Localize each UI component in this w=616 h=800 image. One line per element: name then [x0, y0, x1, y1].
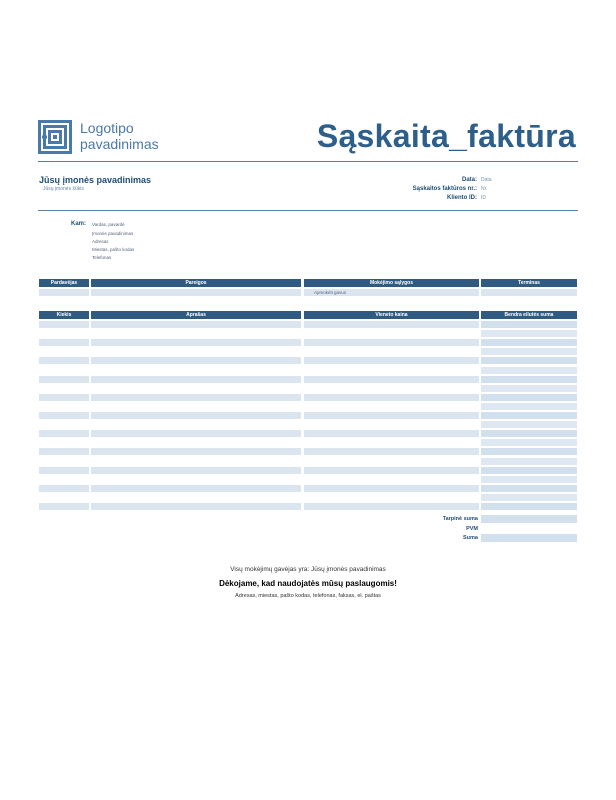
item-cell-quantity[interactable] — [39, 330, 89, 337]
logo-name — [80, 120, 159, 152]
items-header-unit-price: Vieneto kaina — [304, 311, 479, 319]
info-header-payment-terms: Mokėjimo sąlygos — [304, 279, 479, 287]
item-cell-description[interactable] — [91, 485, 301, 492]
items-header-quantity: Kiekis — [39, 311, 89, 319]
info-header-position: Pareigos — [91, 279, 301, 287]
total-value[interactable] — [481, 534, 577, 542]
item-cell-line-total[interactable] — [481, 385, 577, 392]
item-cell-description[interactable] — [91, 339, 301, 346]
item-cell-unit-price[interactable] — [304, 357, 479, 364]
thank-you-message: Dėkojame, kad naudojatės mūsų paslaugomis! — [219, 579, 397, 588]
meta-client-id-value[interactable]: ID — [481, 195, 486, 201]
item-cell-description[interactable] — [91, 330, 301, 337]
item-cell-unit-price[interactable] — [304, 412, 479, 419]
item-cell-description[interactable] — [91, 476, 301, 483]
logo-line-2: pavadinimas — [80, 136, 159, 152]
item-cell-unit-price[interactable] — [304, 403, 479, 410]
recipient-name[interactable]: Vardas, pavardė — [92, 222, 125, 227]
item-cell-unit-price[interactable] — [304, 430, 479, 437]
item-cell-quantity[interactable] — [39, 339, 89, 346]
contact-line: Adresas, miestas, pašto kodas, telefonas, faksas, el. paštas — [235, 593, 381, 599]
item-cell-description[interactable] — [91, 403, 301, 410]
meta-client-id — [380, 195, 530, 204]
item-cell-description[interactable] — [91, 348, 301, 355]
item-cell-quantity[interactable] — [39, 394, 89, 401]
recipient-label: Kam: — [71, 221, 87, 227]
vat-value[interactable] — [481, 525, 577, 533]
item-cell-line-total[interactable] — [481, 458, 577, 465]
header-divider — [38, 161, 578, 162]
item-cell-description[interactable] — [91, 385, 301, 392]
meta-date — [380, 177, 530, 186]
meta-invoice-number-value[interactable]: Nr. — [481, 186, 488, 192]
item-cell-unit-price[interactable] — [304, 494, 479, 501]
info-cell-position[interactable] — [91, 289, 301, 296]
item-cell-quantity[interactable] — [39, 367, 89, 374]
vat-label: PVM — [466, 526, 478, 532]
item-cell-description[interactable] — [91, 367, 301, 374]
item-cell-unit-price[interactable] — [304, 367, 479, 374]
item-cell-unit-price[interactable] — [304, 476, 479, 483]
item-cell-unit-price[interactable] — [304, 439, 479, 446]
info-cell-due-date[interactable] — [481, 289, 577, 296]
item-cell-quantity[interactable] — [39, 494, 89, 501]
company-slogan: Jūsų įmonės šūkis — [43, 186, 84, 192]
recipient-phone[interactable]: Telefonas — [92, 255, 112, 260]
info-cell-seller[interactable] — [39, 289, 89, 296]
item-cell-line-total[interactable] — [481, 357, 577, 364]
item-cell-quantity[interactable] — [39, 467, 89, 474]
item-cell-line-total[interactable] — [481, 439, 577, 446]
item-cell-unit-price[interactable] — [304, 339, 479, 346]
item-cell-quantity[interactable] — [39, 348, 89, 355]
item-cell-quantity[interactable] — [39, 421, 89, 428]
item-cell-line-total[interactable] — [481, 321, 577, 328]
item-cell-description[interactable] — [91, 376, 301, 383]
recipient-company[interactable]: Įmonės pavadinimas — [92, 231, 134, 236]
item-cell-description[interactable] — [91, 421, 301, 428]
item-cell-line-total[interactable] — [481, 394, 577, 401]
items-header-line-total: Bendra eilutės suma — [481, 311, 577, 319]
item-cell-unit-price[interactable] — [304, 421, 479, 428]
meta-date-label: Data: — [461, 177, 477, 183]
item-cell-quantity[interactable] — [39, 485, 89, 492]
item-cell-line-total[interactable] — [481, 376, 577, 383]
item-cell-quantity[interactable] — [39, 448, 89, 455]
item-cell-unit-price[interactable] — [304, 376, 479, 383]
item-cell-unit-price[interactable] — [304, 448, 479, 455]
info-header-due-date: Terminas — [481, 279, 577, 287]
item-cell-line-total[interactable] — [481, 403, 577, 410]
page-title: Sąskaita_faktūra — [316, 118, 576, 154]
item-cell-line-total[interactable] — [481, 448, 577, 455]
item-cell-line-total[interactable] — [481, 339, 577, 346]
item-cell-description[interactable] — [91, 412, 301, 419]
item-cell-line-total[interactable] — [481, 476, 577, 483]
item-cell-quantity[interactable] — [39, 376, 89, 383]
pay-to-note: Visų mokėjimų gavėjas yra: Jūsų įmonės pavadinimas — [230, 566, 386, 573]
item-cell-description[interactable] — [91, 430, 301, 437]
item-cell-description[interactable] — [91, 321, 301, 328]
item-cell-line-total[interactable] — [481, 494, 577, 501]
item-cell-quantity[interactable] — [39, 412, 89, 419]
item-cell-quantity[interactable] — [39, 430, 89, 437]
item-cell-line-total[interactable] — [481, 367, 577, 374]
item-cell-description[interactable] — [91, 494, 301, 501]
item-cell-quantity[interactable] — [39, 503, 89, 510]
item-cell-description[interactable] — [91, 467, 301, 474]
recipient-address[interactable]: Adresas — [92, 239, 109, 244]
item-cell-line-total[interactable] — [481, 348, 577, 355]
item-cell-unit-price[interactable] — [304, 321, 479, 328]
info-header-seller: Pardavėjas — [39, 279, 89, 287]
item-cell-description[interactable] — [91, 439, 301, 446]
item-cell-unit-price[interactable] — [304, 458, 479, 465]
item-cell-quantity[interactable] — [39, 403, 89, 410]
item-cell-line-total[interactable] — [481, 421, 577, 428]
logo-line-1: Logotipo — [80, 120, 134, 136]
item-cell-description[interactable] — [91, 394, 301, 401]
item-cell-line-total[interactable] — [481, 467, 577, 474]
item-cell-line-total[interactable] — [481, 412, 577, 419]
subtotal-value[interactable] — [481, 515, 577, 523]
item-cell-unit-price[interactable] — [304, 503, 479, 510]
item-cell-description[interactable] — [91, 448, 301, 455]
item-cell-unit-price[interactable] — [304, 467, 479, 474]
info-cell-payment-terms[interactable]: Apmokėti gavus — [304, 289, 479, 296]
item-cell-quantity[interactable] — [39, 476, 89, 483]
company-name: Jūsų įmonės pavadinimas — [39, 175, 152, 185]
company-divider — [38, 210, 578, 211]
item-cell-line-total[interactable] — [481, 503, 577, 510]
item-cell-quantity[interactable] — [39, 458, 89, 465]
item-cell-quantity[interactable] — [39, 385, 89, 392]
item-cell-line-total[interactable] — [481, 330, 577, 337]
recipient-city[interactable]: Miestas, pašto kodas — [92, 247, 135, 252]
item-cell-unit-price[interactable] — [304, 348, 479, 355]
item-cell-description[interactable] — [91, 458, 301, 465]
item-cell-quantity[interactable] — [39, 357, 89, 364]
item-cell-unit-price[interactable] — [304, 385, 479, 392]
item-cell-line-total[interactable] — [481, 430, 577, 437]
meta-date-value[interactable]: Data — [481, 177, 492, 183]
meta-invoice-number-label: Sąskaitos faktūros nr.: — [412, 186, 477, 192]
item-cell-description[interactable] — [91, 357, 301, 364]
item-cell-unit-price[interactable] — [304, 394, 479, 401]
item-cell-quantity[interactable] — [39, 439, 89, 446]
item-cell-unit-price[interactable] — [304, 330, 479, 337]
item-cell-quantity[interactable] — [39, 321, 89, 328]
item-cell-unit-price[interactable] — [304, 485, 479, 492]
meta-invoice-number — [380, 186, 530, 195]
total-label: Suma — [463, 535, 478, 541]
items-header-description: Aprašas — [91, 311, 301, 319]
subtotal-label: Tarpinė suma — [442, 516, 478, 522]
item-cell-description[interactable] — [91, 503, 301, 510]
logo-icon — [38, 120, 72, 154]
item-cell-line-total[interactable] — [481, 485, 577, 492]
meta-client-id-label: Kliento ID: — [447, 195, 477, 201]
